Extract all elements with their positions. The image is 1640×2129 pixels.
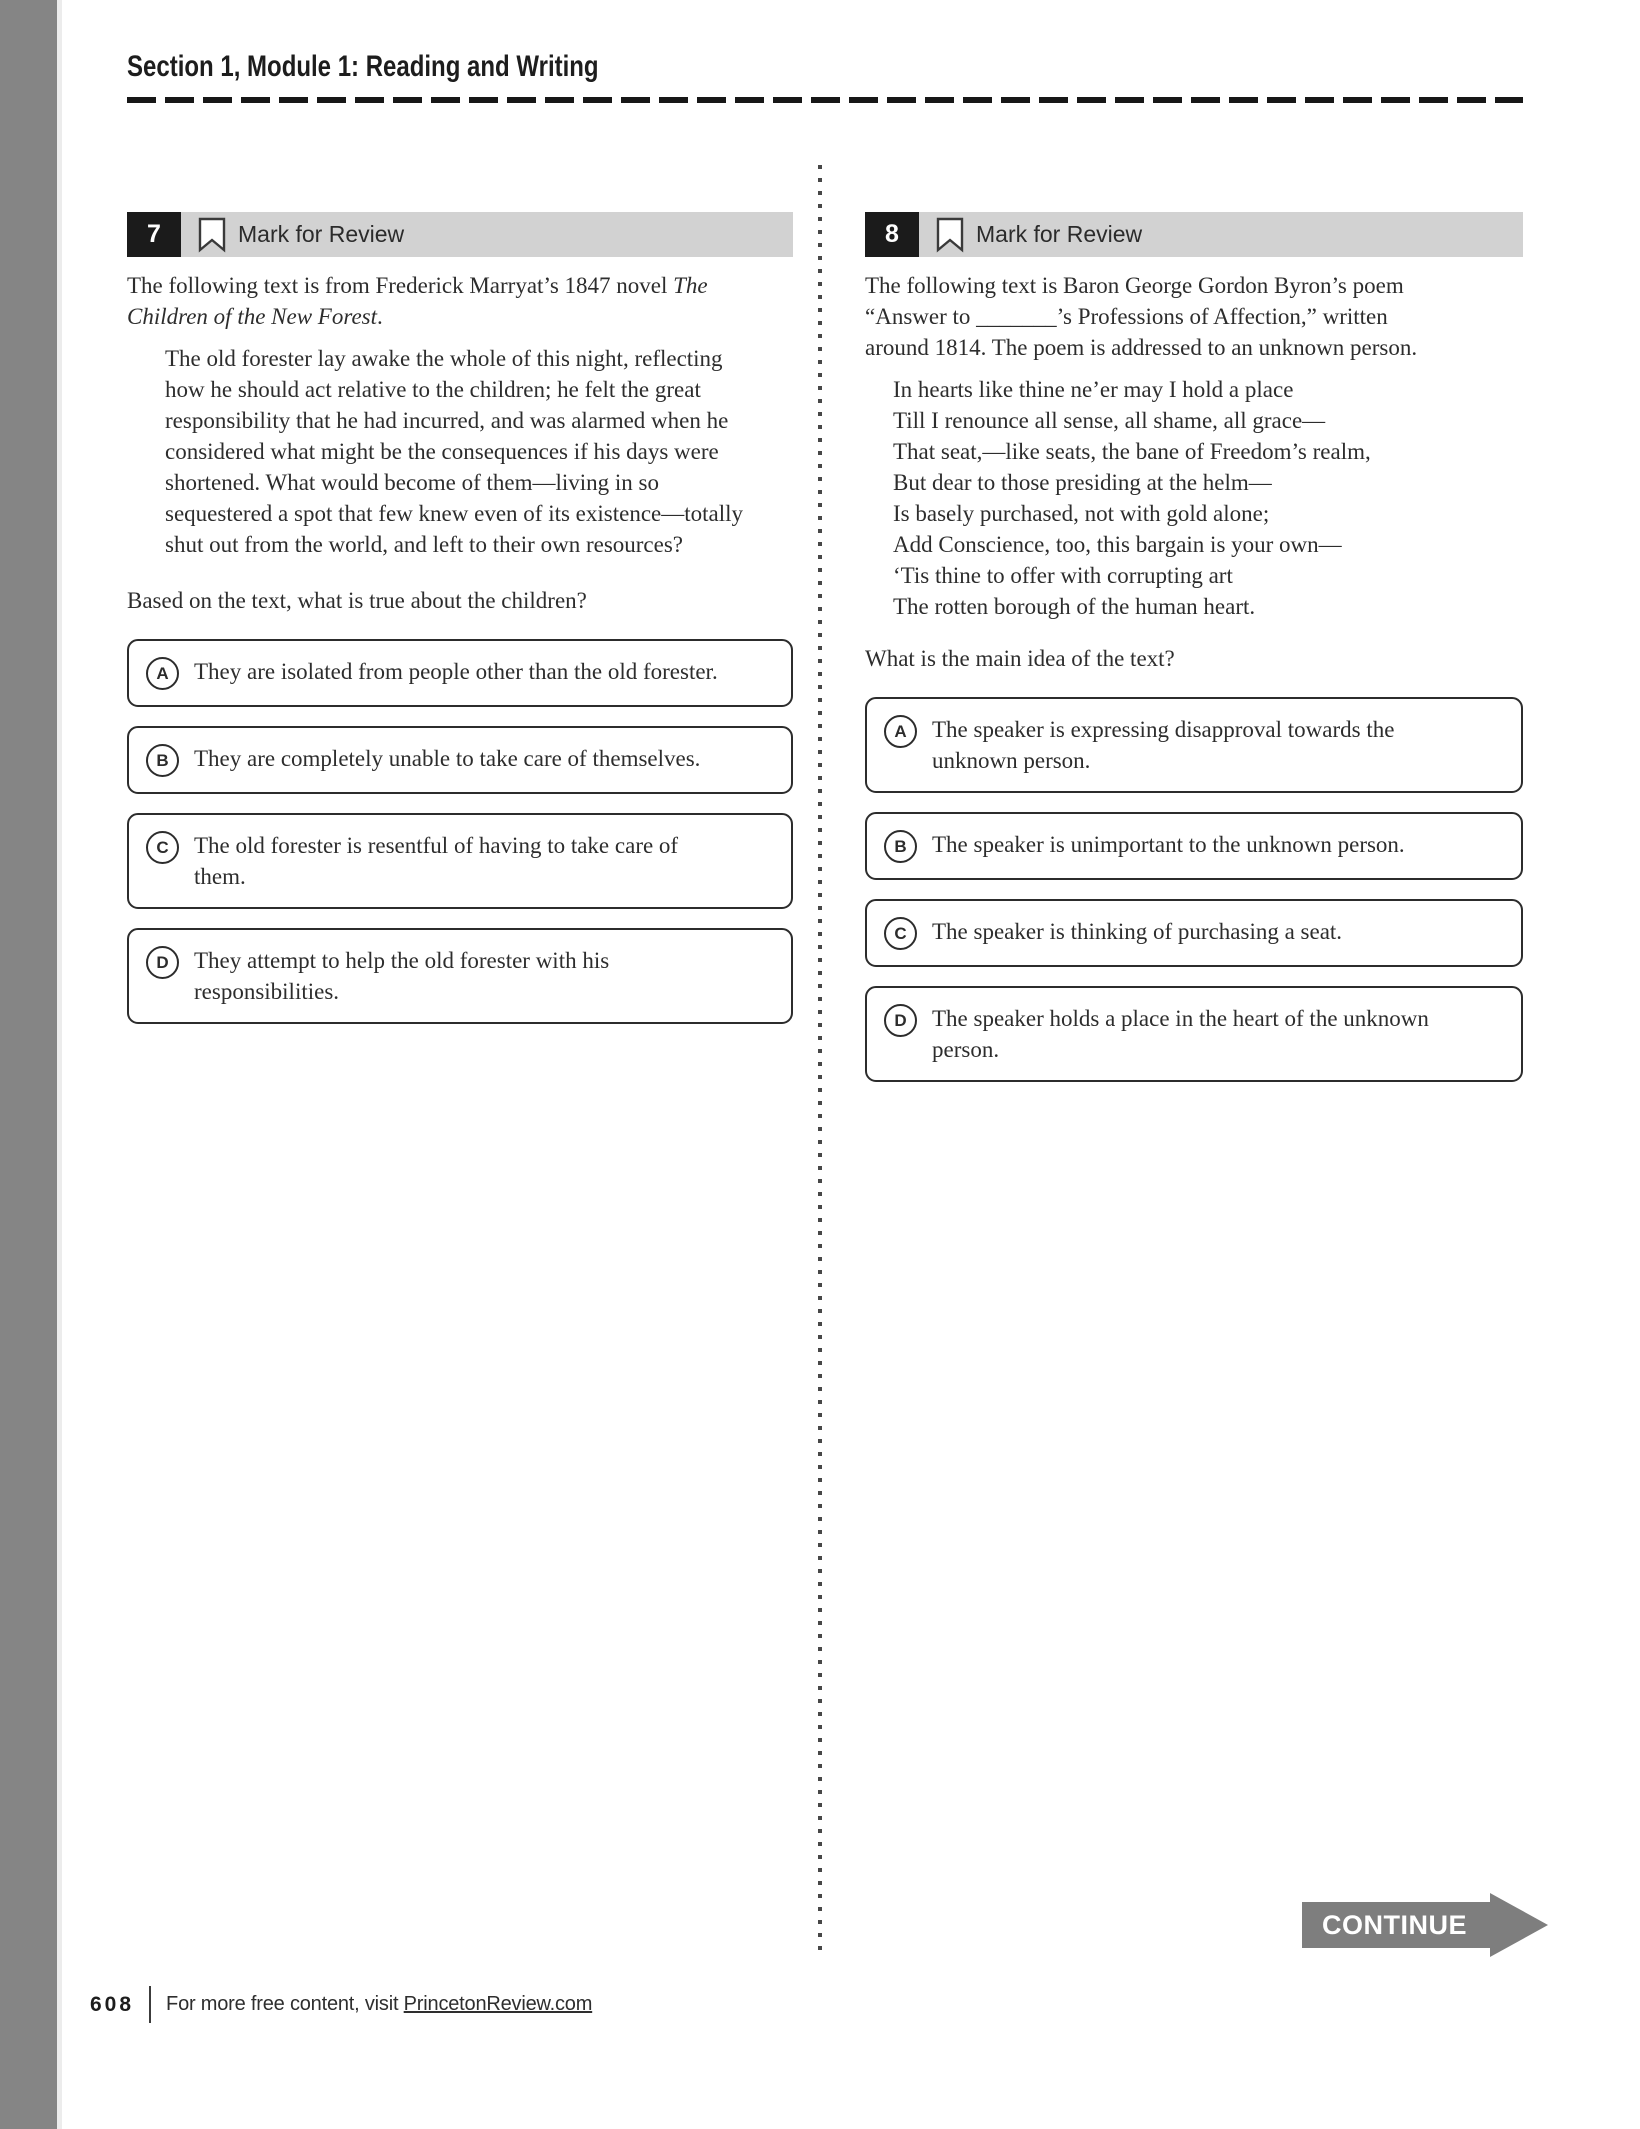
bookmark-icon [936,217,964,253]
poem-line: That seat,—like seats, the bane of Freedom’s realm, [893,439,1371,464]
bookmark-icon [198,217,226,253]
choice-text: The speaker is expressing disapproval towards the unknown person. [932,717,1395,773]
poem-line: But dear to those presiding at the helm— [893,470,1272,495]
intro-text: The following text is from Frederick Marryat’s 1847 novel [127,273,674,298]
choice-letter-b: B [884,830,917,863]
choice-text: They attempt to help the old forester with his responsibilities. [194,948,610,1004]
mark-for-review-button[interactable] [919,212,1523,257]
choice-letter-a: A [884,715,917,748]
question-8-intro: The following text is Baron George Gordon Byron’s poem “Answer to _______’s Professions of Affection,” written around 1814. The poem is addressed to an unknown person. [865,273,1418,360]
poem-line: ‘Tis thine to offer with corrupting art [893,563,1233,588]
question-7-stem: Based on the text, what is true about the children? [127,588,587,613]
question-8-block [865,212,1523,1101]
question-number-badge: 7 [127,212,181,257]
princeton-review-link[interactable]: PrincetonReview.com [403,1993,593,2015]
q7-choice-d[interactable] [127,928,793,1024]
choice-text: They are isolated from people other than the old forester. [194,659,718,684]
choice-text: The old forester is resentful of having to take care of them. [194,833,679,889]
q7-choice-b[interactable] [127,726,793,794]
column-divider [818,165,822,1955]
question-7-block [127,212,793,1043]
choice-letter-d: D [884,1004,917,1037]
continue-button[interactable] [1302,1893,1548,1957]
poem-line: Till I renounce all sense, all shame, all grace— [893,408,1326,433]
choice-letter-d: D [146,946,179,979]
question-8-stem: What is the main idea of the text? [865,646,1175,671]
page-title: Section 1, Module 1: Reading and Writing [127,50,599,83]
choice-text: The speaker holds a place in the heart of the unknown person. [932,1006,1429,1062]
mark-for-review-label: Mark for Review [976,221,1143,247]
novel-title-italic: The Children of the New Forest [127,273,708,329]
header-dashed-rule [127,97,1523,103]
page-footer [90,1986,592,2023]
intro-text-end: . [377,304,383,329]
choice-letter-c: C [146,831,179,864]
choice-letter-b: B [146,744,179,777]
q8-choice-c[interactable] [865,899,1523,967]
choice-letter-a: A [146,657,179,690]
poem-line: Add Conscience, too, this bargain is your own— [893,532,1342,557]
choice-letter-c: C [884,917,917,950]
mark-for-review-label: Mark for Review [238,221,405,247]
q7-choice-a[interactable] [127,639,793,707]
choice-text: The speaker is thinking of purchasing a seat. [932,919,1343,944]
choice-text: They are completely unable to take care of themselves. [194,746,701,771]
poem-line: The rotten borough of the human heart. [893,594,1256,619]
mark-for-review-button[interactable] [181,212,793,257]
poem-line: In hearts like thine ne’er may I hold a place [893,377,1294,402]
continue-button-bar [1302,1902,1490,1948]
question-7-intro [127,270,712,332]
footer-divider [149,1986,151,2023]
q8-choice-b[interactable] [865,812,1523,880]
footer-text-prefix: For more free content, visit [166,1993,404,2015]
question-7-passage: The old forester lay awake the whole of this night, reflecting how he should act relative to the children; he felt the great responsibility that he had incurred, and was alarmed when he considered what might be the consequences if his days were shortened. What would become of them—living in so sequestered a spot that few knew even of its existence—totally shut out from the world, and left to their own resources? [165,346,744,557]
choice-text: The speaker is unimportant to the unknown person. [932,832,1405,857]
question-number-badge: 8 [865,212,919,257]
question-7-header [127,212,793,257]
poem-line: Is basely purchased, not with gold alone; [893,501,1270,526]
page-number: 608 [90,1992,135,2016]
q7-choice-c[interactable] [127,813,793,909]
continue-label: CONTINUE [1322,1909,1467,1940]
page-edge-shading [0,0,62,2129]
q8-choice-d[interactable] [865,986,1523,1082]
question-8-poem [865,374,1523,622]
q8-choice-a[interactable] [865,697,1523,793]
footer-text [166,1993,592,2016]
arrow-right-icon [1490,1893,1548,1957]
question-8-header [865,212,1523,257]
